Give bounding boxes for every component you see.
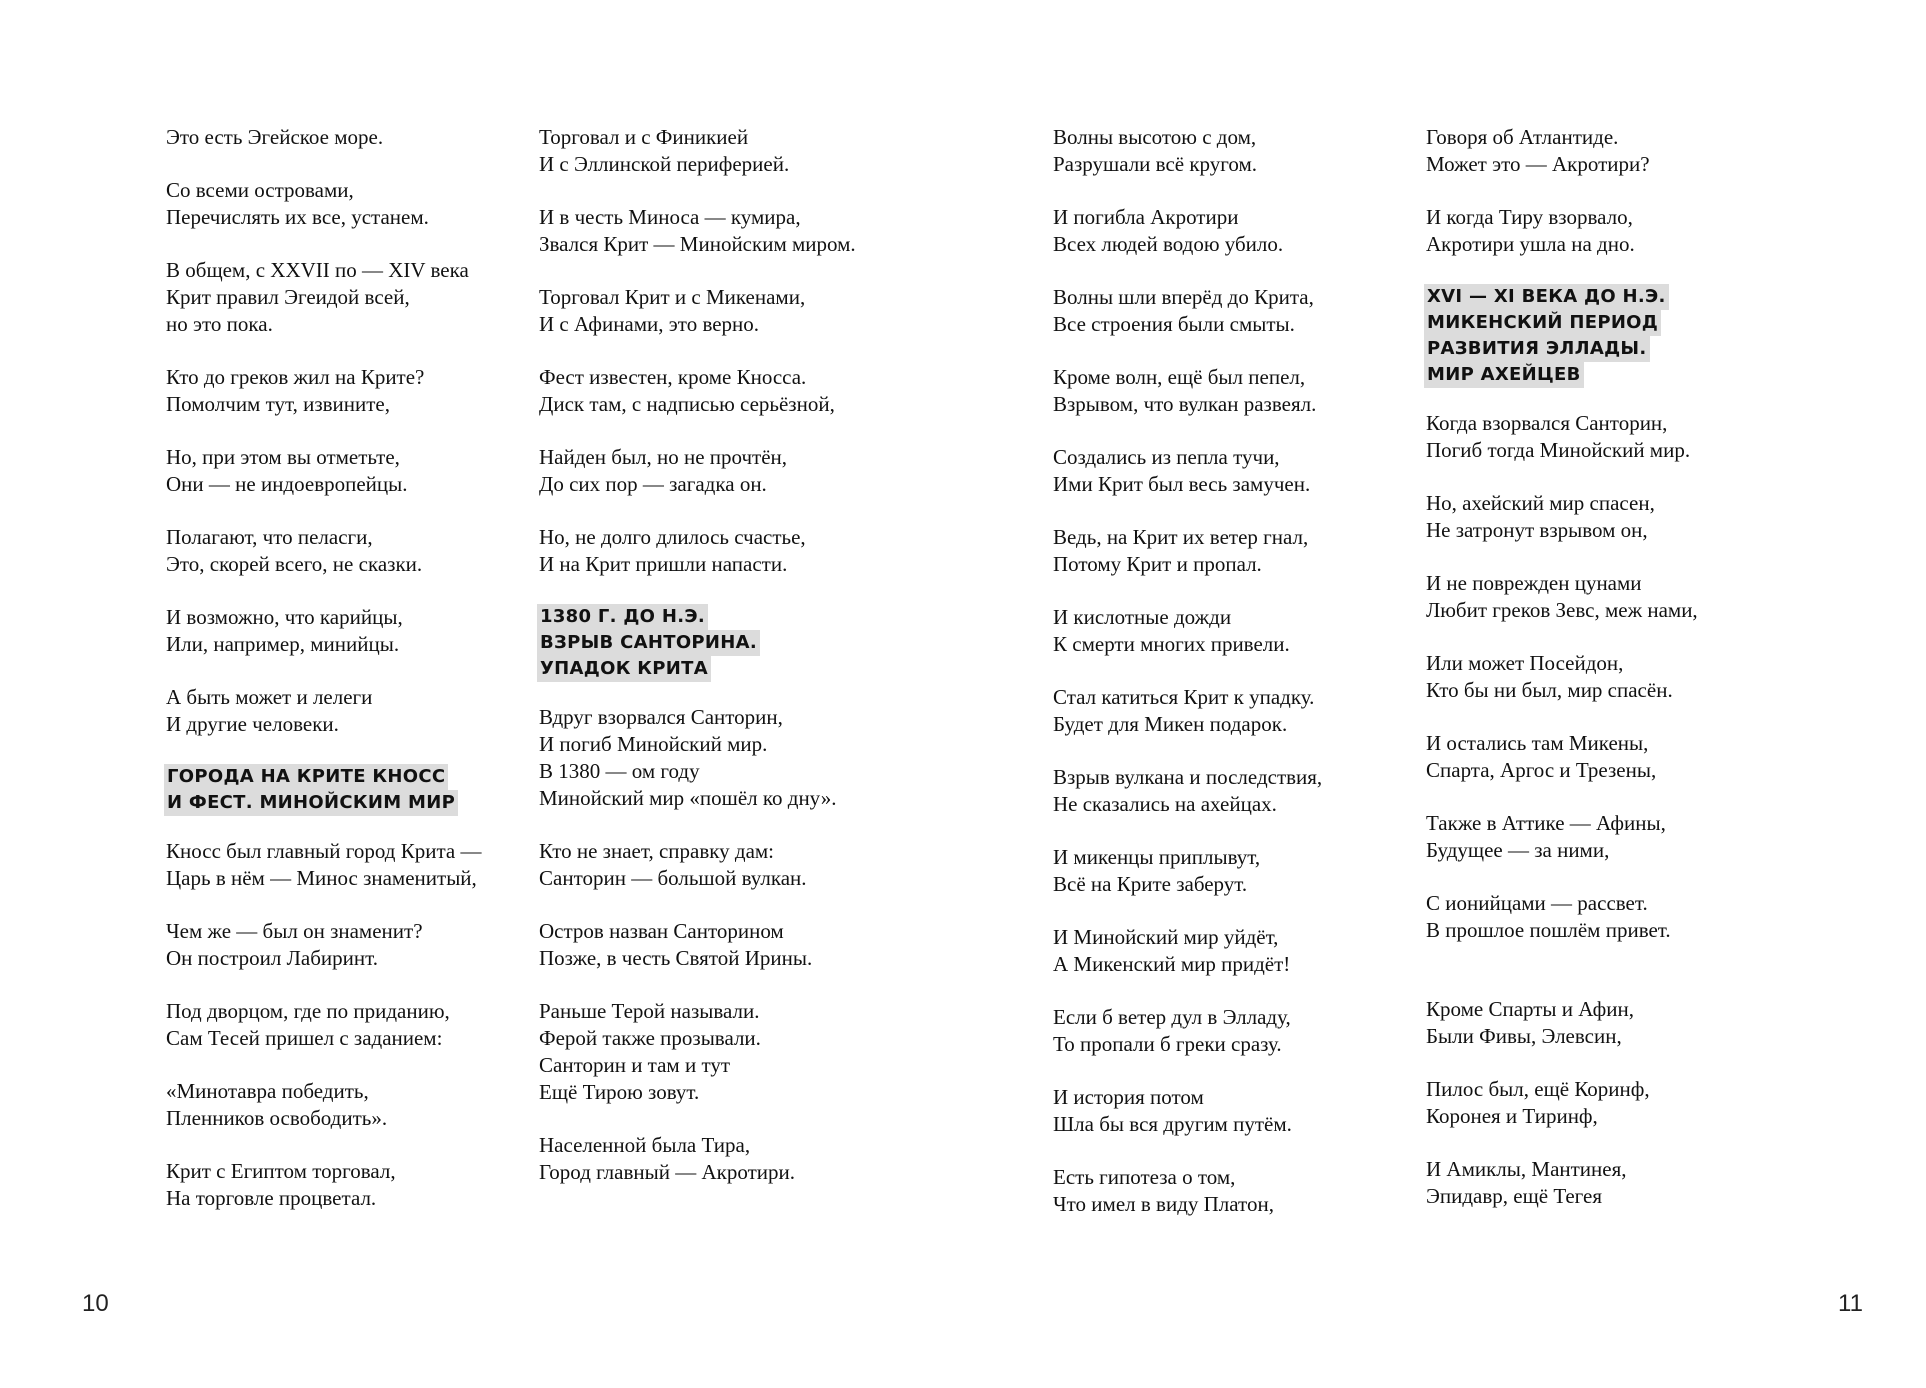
stanza <box>539 364 856 418</box>
verse-line: И погибла Акротири <box>1053 205 1239 229</box>
stanza <box>1053 284 1322 338</box>
verse-line: Потому Крит и пропал. <box>1053 552 1262 576</box>
verse-line: «Минотавра победить, <box>166 1079 369 1103</box>
verse-line: Раньше Терой называли. <box>539 999 760 1023</box>
section-heading <box>539 604 856 682</box>
verse-line: Ими Крит был весь замучен. <box>1053 472 1311 496</box>
heading-line: И ФЕСТ. МИНОЙСКИМ МИР <box>164 790 458 816</box>
verse-line: Также в Аттике — Афины, <box>1426 811 1666 835</box>
heading-line: ГОРОДА НА КРИТЕ КНОСС <box>164 764 448 790</box>
stanza <box>1053 444 1322 498</box>
stanza <box>1053 764 1322 818</box>
verse-line: Но, при этом вы отметьте, <box>166 445 400 469</box>
stanza <box>1426 650 1698 704</box>
verse-line: И с Эллинской периферией. <box>539 152 790 176</box>
verse-line: И погиб Минойский мир. <box>539 732 768 756</box>
verse-line: И не поврежден цунами <box>1426 571 1642 595</box>
stanza <box>166 364 481 418</box>
stanza <box>1053 1004 1322 1058</box>
stanza <box>166 998 481 1052</box>
stanza <box>166 444 481 498</box>
stanza <box>1053 844 1322 898</box>
verse-line: Под дворцом, где по приданию, <box>166 999 450 1023</box>
verse-line: Кто до греков жил на Крите? <box>166 365 425 389</box>
verse-line: Остров назван Санторином <box>539 919 784 943</box>
spacer <box>1426 970 1698 996</box>
verse-line: Это есть Эгейское море. <box>166 125 384 149</box>
verse-line: Если б ветер дул в Элладу, <box>1053 1005 1291 1029</box>
verse-line: Будет для Микен подарок. <box>1053 712 1288 736</box>
stanza <box>539 998 856 1106</box>
stanza <box>166 524 481 578</box>
stanza <box>1426 124 1698 178</box>
stanza <box>539 838 856 892</box>
stanza <box>1053 204 1322 258</box>
verse-line: Царь в нём — Минос знаменитый, <box>166 866 477 890</box>
column-1 <box>166 124 481 1238</box>
verse-line: Любит греков Зевс, меж нами, <box>1426 598 1698 622</box>
verse-line: Торговал и с Финикией <box>539 125 749 149</box>
verse-line: И в честь Миноса — кумира, <box>539 205 801 229</box>
verse-line: А Микенский мир придёт! <box>1053 952 1291 976</box>
heading-line: МИР АХЕЙЦЕВ <box>1424 362 1584 388</box>
verse-line: Акротири ушла на дно. <box>1426 232 1635 256</box>
verse-line: И возможно, что карийцы, <box>166 605 403 629</box>
verse-line: И другие человеки. <box>166 712 339 736</box>
stanza <box>539 204 856 258</box>
stanza <box>539 524 856 578</box>
verse-line: И история потом <box>1053 1085 1204 1109</box>
stanza <box>166 684 481 738</box>
stanza <box>1053 124 1322 178</box>
verse-line: Населенной была Тира, <box>539 1133 751 1157</box>
verse-line: И микенцы приплывут, <box>1053 845 1261 869</box>
verse-line: Найден был, но не прочтён, <box>539 445 788 469</box>
verse-line: Пилос был, ещё Коринф, <box>1426 1077 1650 1101</box>
verse-line: Вдруг взорвался Санторин, <box>539 705 783 729</box>
column-2 <box>539 124 856 1212</box>
stanza <box>166 257 481 338</box>
verse-line: Он построил Лабиринт. <box>166 946 378 970</box>
verse-line: Создались из пепла тучи, <box>1053 445 1280 469</box>
verse-line: К смерти многих привели. <box>1053 632 1290 656</box>
section-heading <box>166 764 481 816</box>
stanza <box>166 1078 481 1132</box>
verse-line: Погиб тогда Минойский мир. <box>1426 438 1691 462</box>
verse-line: Что имел в виду Платон, <box>1053 1192 1274 1216</box>
verse-line: Не сказались на ахейцах. <box>1053 792 1277 816</box>
stanza <box>539 1132 856 1186</box>
stanza <box>1053 364 1322 418</box>
heading-line: РАЗВИТИЯ ЭЛЛАДЫ. <box>1424 336 1650 362</box>
verse-line: Со всеми островами, <box>166 178 354 202</box>
verse-line: В 1380 — ом году <box>539 759 700 783</box>
verse-line: Крит с Египтом торговал, <box>166 1159 396 1183</box>
stanza <box>1053 684 1322 738</box>
verse-line: Ведь, на Крит их ветер гнал, <box>1053 525 1309 549</box>
verse-line: То пропали б греки сразу. <box>1053 1032 1282 1056</box>
verse-line: И Амиклы, Мантинея, <box>1426 1157 1627 1181</box>
verse-line: А быть может и лелеги <box>166 685 373 709</box>
stanza <box>1426 730 1698 784</box>
heading-line: МИКЕНСКИЙ ПЕРИОД <box>1424 310 1661 336</box>
verse-line: Волны шли вперёд до Крита, <box>1053 285 1314 309</box>
column-4 <box>1426 124 1698 1236</box>
stanza <box>1426 204 1698 258</box>
verse-line: Когда взорвался Санторин, <box>1426 411 1668 435</box>
verse-line: Говоря об Атлантиде. <box>1426 125 1619 149</box>
verse-line: Пленников освободить». <box>166 1106 388 1130</box>
verse-line: Не затронут взрывом он, <box>1426 518 1648 542</box>
page-number-right: 11 <box>1838 1290 1863 1317</box>
verse-line: Есть гипотеза о том, <box>1053 1165 1236 1189</box>
verse-line: Взрыв вулкана и последствия, <box>1053 765 1323 789</box>
verse-line: На торговле процветал. <box>166 1186 377 1210</box>
verse-line: Диск там, с надписью серьёзной, <box>539 392 835 416</box>
verse-line: Кносс был главный город Крита — <box>166 839 482 863</box>
verse-line: Спарта, Аргос и Трезены, <box>1426 758 1657 782</box>
stanza <box>166 838 481 892</box>
verse-line: Город главный — Акротири. <box>539 1160 795 1184</box>
verse-line: И Минойский мир уйдёт, <box>1053 925 1279 949</box>
verse-line: И когда Тиру взорвало, <box>1426 205 1633 229</box>
verse-line: Ещё Тирою зовут. <box>539 1080 700 1104</box>
stanza <box>1053 524 1322 578</box>
verse-line: Санторин — большой вулкан. <box>539 866 807 890</box>
verse-line: Взрывом, что вулкан развеял. <box>1053 392 1317 416</box>
stanza <box>166 604 481 658</box>
verse-line: И на Крит пришли напасти. <box>539 552 788 576</box>
verse-line: Крит правил Эгеидой всей, <box>166 285 410 309</box>
stanza <box>1053 604 1322 658</box>
column-3 <box>1053 124 1322 1244</box>
verse-line: Звался Крит — Минойским миром. <box>539 232 856 256</box>
verse-line: Позже, в честь Святой Ирины. <box>539 946 813 970</box>
verse-line: Но, ахейский мир спасен, <box>1426 491 1655 515</box>
verse-line: Может это — Акротири? <box>1426 152 1650 176</box>
stanza <box>1426 1156 1698 1210</box>
stanza <box>1426 996 1698 1050</box>
verse-line: И остались там Микены, <box>1426 731 1649 755</box>
verse-line: Полагают, что пеласги, <box>166 525 373 549</box>
stanza <box>166 124 481 151</box>
verse-line: Волны высотою с дом, <box>1053 125 1257 149</box>
verse-line: Помолчим тут, извините, <box>166 392 391 416</box>
verse-line: Или, например, минийцы. <box>166 632 400 656</box>
verse-line: Минойский мир «пошёл ко дну». <box>539 786 837 810</box>
verse-line: Торговал Крит и с Микенами, <box>539 285 806 309</box>
verse-line: Все строения были смыты. <box>1053 312 1295 336</box>
verse-line: До сих пор — загадка он. <box>539 472 767 496</box>
verse-line: Или может Посейдон, <box>1426 651 1624 675</box>
stanza <box>539 124 856 178</box>
stanza <box>1426 490 1698 544</box>
heading-line: 1380 Г. ДО Н.Э. <box>537 604 708 630</box>
verse-line: Фест известен, кроме Кносса. <box>539 365 807 389</box>
stanza <box>539 704 856 812</box>
stanza <box>1426 410 1698 464</box>
stanza <box>539 284 856 338</box>
verse-line: Кроме Спарты и Афин, <box>1426 997 1634 1021</box>
verse-line: Стал катиться Крит к упадку. <box>1053 685 1315 709</box>
verse-line: Сам Тесей пришел с заданием: <box>166 1026 443 1050</box>
stanza <box>1426 1076 1698 1130</box>
stanza <box>1053 1084 1322 1138</box>
verse-line: Коронея и Тиринф, <box>1426 1104 1598 1128</box>
verse-line: Кто не знает, справку дам: <box>539 839 775 863</box>
verse-line: Ферой также прозывали. <box>539 1026 761 1050</box>
verse-line: Кроме волн, ещё был пепел, <box>1053 365 1306 389</box>
verse-line: Всех людей водою убило. <box>1053 232 1284 256</box>
verse-line: Всё на Крите заберут. <box>1053 872 1248 896</box>
verse-line: С ионийцами — рассвет. <box>1426 891 1648 915</box>
section-heading <box>1426 284 1698 388</box>
verse-line: И кислотные дожди <box>1053 605 1232 629</box>
heading-line: ВЗРЫВ САНТОРИНА. <box>537 630 760 656</box>
verse-line: Были Фивы, Элевсин, <box>1426 1024 1622 1048</box>
stanza <box>1426 570 1698 624</box>
stanza <box>1053 1164 1322 1218</box>
verse-line: Чем же — был он знаменит? <box>166 919 423 943</box>
stanza <box>166 177 481 231</box>
verse-line: Они — не индоевропейцы. <box>166 472 408 496</box>
heading-line: УПАДОК КРИТА <box>537 656 711 682</box>
verse-line: Перечислять их все, устанем. <box>166 205 429 229</box>
verse-line: В прошлое пошлём привет. <box>1426 918 1671 942</box>
verse-line: Будущее — за ними, <box>1426 838 1610 862</box>
stanza <box>1426 810 1698 864</box>
stanza <box>1053 924 1322 978</box>
verse-line: Разрушали всё кругом. <box>1053 152 1258 176</box>
page-number-left: 10 <box>82 1290 109 1317</box>
verse-line: но это пока. <box>166 312 273 336</box>
verse-line: Кто бы ни был, мир спасён. <box>1426 678 1673 702</box>
stanza <box>166 918 481 972</box>
verse-line: Санторин и там и тут <box>539 1053 731 1077</box>
stanza <box>166 1158 481 1212</box>
verse-line: Шла бы вся другим путём. <box>1053 1112 1292 1136</box>
verse-line: В общем, с XXVII по — XIV века <box>166 258 469 282</box>
verse-line: Эпидавр, ещё Тегея <box>1426 1184 1602 1208</box>
verse-line: И с Афинами, это верно. <box>539 312 760 336</box>
stanza <box>539 444 856 498</box>
heading-line: XVI — XI ВЕКА ДО Н.Э. <box>1424 284 1669 310</box>
verse-line: Но, не долго длилось счастье, <box>539 525 806 549</box>
stanza <box>1426 890 1698 944</box>
stanza <box>539 918 856 972</box>
verse-line: Это, скорей всего, не сказки. <box>166 552 423 576</box>
